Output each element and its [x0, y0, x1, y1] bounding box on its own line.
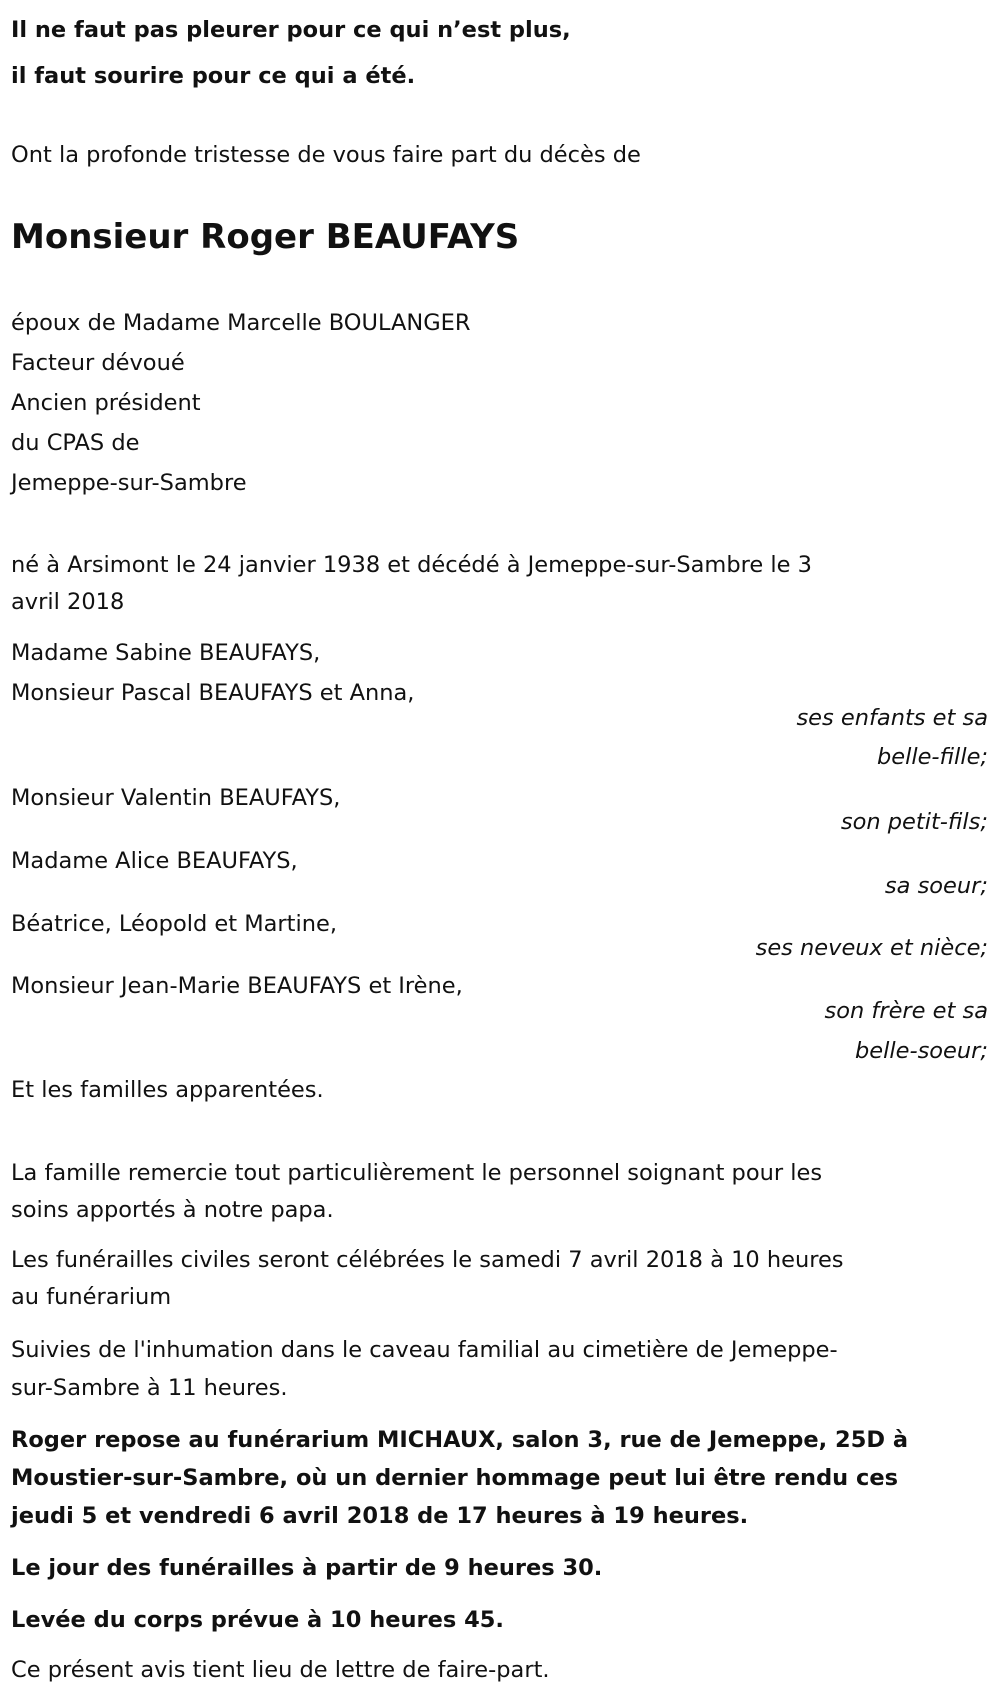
visitation-info: Moustier-sur-Sambre, où un dernier hommage peut lui être rendu ces: [11, 1465, 899, 1491]
families-note: Et les familles apparentées.: [11, 1077, 324, 1103]
quote-line: il faut sourire pour ce qui a été.: [11, 63, 416, 89]
family-relation: son petit-fils;: [840, 809, 988, 835]
family-relation: sa soeur;: [884, 873, 988, 899]
detail-line: époux de Madame Marcelle BOULANGER: [11, 310, 471, 336]
burial-info: sur-Sambre à 11 heures.: [11, 1375, 288, 1401]
birth-death: avril 2018: [11, 589, 125, 615]
deceased-name: Monsieur Roger BEAUFAYS: [11, 217, 520, 257]
family-name: Madame Alice BEAUFAYS,: [11, 848, 298, 874]
family-name: Monsieur Pascal BEAUFAYS et Anna,: [11, 680, 415, 706]
detail-line: Jemeppe-sur-Sambre: [11, 470, 247, 496]
family-relation: ses neveux et nièce;: [755, 935, 988, 961]
burial-info: Suivies de l'inhumation dans le caveau familial au cimetière de Jemeppe-: [11, 1337, 838, 1363]
family-relation: ses enfants et sa: [796, 705, 988, 731]
quote-line: Il ne faut pas pleurer pour ce qui n’est plus,: [11, 17, 571, 43]
closing-note: Ce présent avis tient lieu de lettre de faire-part.: [11, 1657, 550, 1683]
visitation-info: jeudi 5 et vendredi 6 avril 2018 de 17 heures à 19 heures.: [11, 1503, 749, 1529]
detail-line: du CPAS de: [11, 430, 140, 456]
family-relation: belle-soeur;: [854, 1038, 988, 1064]
funeral-day-info: Le jour des funérailles à partir de 9 heures 30.: [11, 1555, 603, 1581]
family-relation: belle-fille;: [876, 744, 988, 770]
thanks: La famille remercie tout particulièrement le personnel soignant pour les: [11, 1160, 823, 1186]
removal-info: Levée du corps prévue à 10 heures 45.: [11, 1607, 504, 1633]
family-relation: son frère et sa: [824, 998, 988, 1024]
family-name: Monsieur Valentin BEAUFAYS,: [11, 785, 341, 811]
family-name: Béatrice, Léopold et Martine,: [11, 911, 337, 937]
birth-death: né à Arsimont le 24 janvier 1938 et décédé à Jemeppe-sur-Sambre le 3: [11, 552, 812, 578]
visitation-info: Roger repose au funérarium MICHAUX, salon 3, rue de Jemeppe, 25D à: [11, 1427, 909, 1453]
family-name: Monsieur Jean-Marie BEAUFAYS et Irène,: [11, 973, 463, 999]
family-name: Madame Sabine BEAUFAYS,: [11, 640, 321, 666]
funeral-info: au funérarium: [11, 1284, 172, 1310]
detail-line: Facteur dévoué: [11, 350, 185, 376]
intro: Ont la profonde tristesse de vous faire part du décès de: [11, 142, 641, 168]
thanks: soins apportés à notre papa.: [11, 1197, 334, 1223]
detail-line: Ancien président: [11, 390, 201, 416]
funeral-info: Les funérailles civiles seront célébrées le samedi 7 avril 2018 à 10 heures: [11, 1247, 844, 1273]
